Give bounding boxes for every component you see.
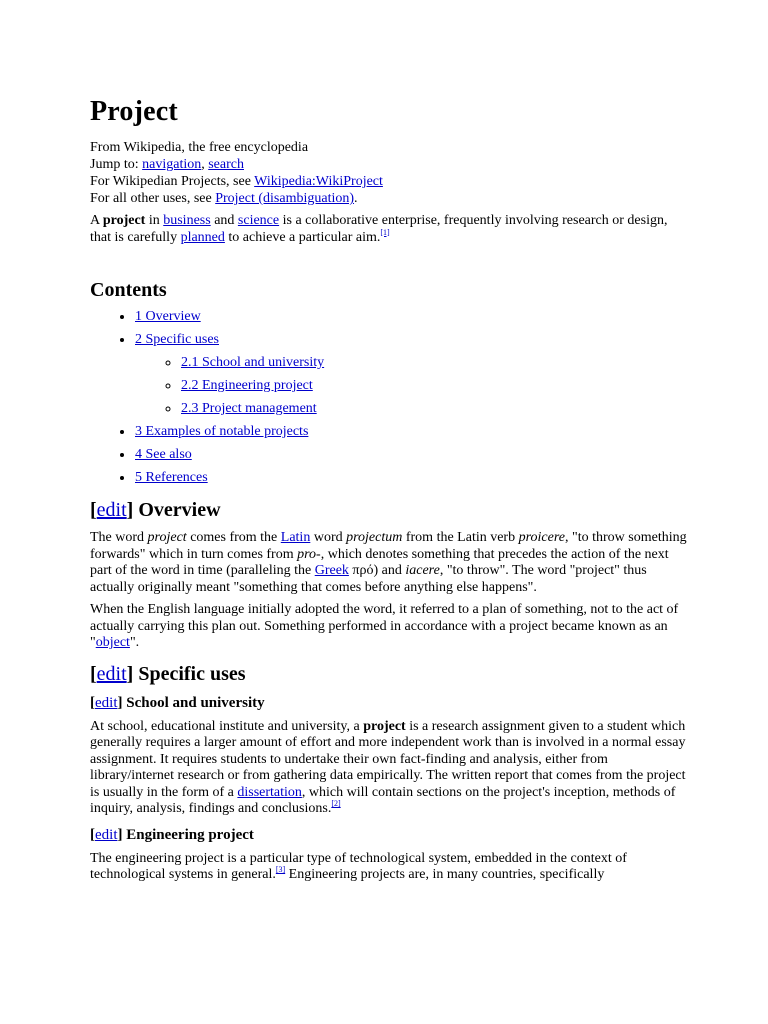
body-text: , "to throw". The word "project" thus actually originally meant "something that comes before anything else happens". bbox=[90, 563, 647, 595]
edit-bracket: ] bbox=[126, 499, 134, 521]
body-text: The word bbox=[90, 530, 148, 545]
toc-sublist bbox=[135, 355, 690, 417]
overview-heading bbox=[90, 498, 690, 522]
edit-specific-uses-link[interactable]: edit bbox=[96, 662, 127, 685]
body-text: from the Latin verb bbox=[402, 530, 519, 545]
toc-item bbox=[134, 470, 690, 486]
reference-1-link[interactable]: [1] bbox=[380, 227, 390, 237]
edit-overview-link[interactable]: edit bbox=[96, 499, 127, 521]
toc-link-engineering-project[interactable]: 2.2 Engineering project bbox=[181, 378, 313, 393]
toc-subitem bbox=[180, 378, 690, 394]
dissertation-link[interactable]: dissertation bbox=[237, 784, 302, 800]
body-text: πρό) and bbox=[348, 563, 406, 578]
italic-term: projectum bbox=[346, 530, 403, 545]
science-link[interactable]: science bbox=[237, 213, 280, 228]
page-title: Project bbox=[90, 96, 178, 127]
search-link[interactable]: search bbox=[208, 157, 244, 172]
hatnote-text: For Wikipedian Projects, see bbox=[90, 174, 255, 189]
italic-term: iacere bbox=[405, 563, 440, 578]
lead-paragraph bbox=[90, 213, 690, 246]
business-link[interactable]: business bbox=[163, 213, 211, 228]
toc-link-overview[interactable]: 1 Overview bbox=[135, 309, 201, 324]
body-text: word bbox=[310, 530, 347, 545]
school-paragraph bbox=[90, 719, 690, 818]
body-text: comes from the bbox=[186, 530, 281, 545]
body-text: , "to throw something forwards" which in turn comes from bbox=[90, 530, 687, 562]
section-title: Overview bbox=[138, 499, 221, 521]
body-text: Engineering projects are, in many countries, specifically bbox=[285, 867, 605, 882]
lead-text: to achieve a particular aim. bbox=[224, 229, 381, 245]
jump-separator: , bbox=[201, 157, 209, 172]
lead-text: is a collaborative enterprise, frequently involving research or design, that is carefully bbox=[90, 213, 668, 245]
jump-to-line bbox=[90, 156, 690, 173]
edit-bracket: [ bbox=[90, 662, 97, 685]
site-tagline: From Wikipedia, the free encyclopedia bbox=[90, 140, 309, 155]
table-of-contents bbox=[90, 309, 690, 486]
navigation-link[interactable]: navigation bbox=[142, 157, 202, 172]
hatnote-wikiproject bbox=[90, 173, 690, 190]
toc-link-specific-uses[interactable]: 2 Specific uses bbox=[135, 332, 219, 347]
wikiproject-link[interactable]: Wikipedia:WikiProject bbox=[254, 174, 383, 189]
body-text: At school, educational institute and university, a bbox=[90, 718, 364, 734]
body-text: The engineering project is a particular type of technological system, embedded in the context of technological systems in general. bbox=[90, 850, 627, 882]
toc-subitem bbox=[180, 401, 690, 417]
body-text: , which denotes something that precedes the action of the next part of the word in time (paralleling the bbox=[90, 546, 669, 578]
hatnote-period: . bbox=[354, 191, 358, 206]
section-title: School and university bbox=[126, 694, 265, 711]
overview-paragraph-1 bbox=[90, 530, 690, 596]
overview-paragraph-2 bbox=[90, 602, 690, 652]
jump-to-label: Jump to: bbox=[90, 157, 143, 172]
greek-link[interactable]: Greek bbox=[314, 563, 349, 578]
body-text: , which will contain sections on the project's inception, methods of inquiry, analysis, findings and conclusions. bbox=[90, 784, 676, 816]
latin-link[interactable]: Latin bbox=[280, 530, 311, 545]
toc-item bbox=[134, 332, 690, 417]
engineering-paragraph bbox=[90, 851, 690, 884]
italic-term: pro- bbox=[297, 546, 321, 562]
toc-link-see-also[interactable]: 4 See also bbox=[135, 447, 192, 462]
toc-link-school-and-university[interactable]: 2.1 School and university bbox=[181, 355, 325, 370]
section-title: Engineering project bbox=[126, 826, 254, 843]
toc-link-notable-projects[interactable]: 3 Examples of notable projects bbox=[135, 424, 309, 439]
italic-term: project bbox=[147, 530, 187, 545]
engineering-project-heading bbox=[90, 826, 690, 844]
lead-text: in bbox=[145, 213, 164, 228]
lead-text: A bbox=[90, 213, 103, 228]
planned-link[interactable]: planned bbox=[180, 229, 225, 245]
toc-subitem bbox=[180, 355, 690, 371]
lead-bold-term: project bbox=[102, 213, 146, 228]
italic-term: proicere bbox=[518, 530, 565, 545]
disambiguation-link[interactable]: Project (disambiguation) bbox=[215, 191, 355, 206]
article bbox=[90, 96, 690, 890]
edit-school-link[interactable]: edit bbox=[95, 694, 118, 711]
body-text: When the English language initially adopted the word, it referred to a plan of something, not to the act of actually carrying this plan out. Something performed in accordance with a project became known as an " bbox=[90, 602, 679, 650]
edit-bracket: ] bbox=[117, 826, 123, 843]
school-and-university-heading bbox=[90, 694, 690, 712]
bold-term: project bbox=[363, 718, 406, 734]
lead-text: and bbox=[210, 213, 238, 228]
contents-heading: Contents bbox=[90, 279, 167, 301]
edit-engineering-link[interactable]: edit bbox=[95, 826, 118, 843]
edit-bracket: ] bbox=[126, 662, 134, 685]
body-text: ". bbox=[129, 635, 140, 650]
specific-uses-heading bbox=[90, 662, 690, 686]
toc-item bbox=[134, 447, 690, 463]
body-text: is a research assignment given to a student which generally requires a larger amount of effort and more independent work than is involved in a normal essay assignment. It requires students to undertake their own fact-finding and analysis, either from library/internet research or from gathering data empirically. The written report that comes from the project is usually in the form of a bbox=[90, 718, 686, 800]
reference-2-link[interactable]: [2] bbox=[331, 799, 341, 808]
edit-bracket: [ bbox=[90, 694, 95, 711]
toc-link-project-management[interactable]: 2.3 Project management bbox=[181, 401, 317, 416]
hatnote-text: For all other uses, see bbox=[90, 191, 216, 206]
hatnote-disambiguation bbox=[90, 190, 690, 207]
edit-bracket: [ bbox=[90, 499, 97, 521]
edit-bracket: [ bbox=[90, 826, 95, 843]
object-link[interactable]: object bbox=[95, 635, 130, 650]
toc-item bbox=[134, 424, 690, 440]
reference-3-link[interactable]: [3] bbox=[275, 865, 286, 874]
toc-link-references[interactable]: 5 References bbox=[135, 470, 208, 485]
section-title: Specific uses bbox=[138, 662, 246, 685]
toc-item bbox=[134, 309, 690, 325]
edit-bracket: ] bbox=[117, 694, 123, 711]
